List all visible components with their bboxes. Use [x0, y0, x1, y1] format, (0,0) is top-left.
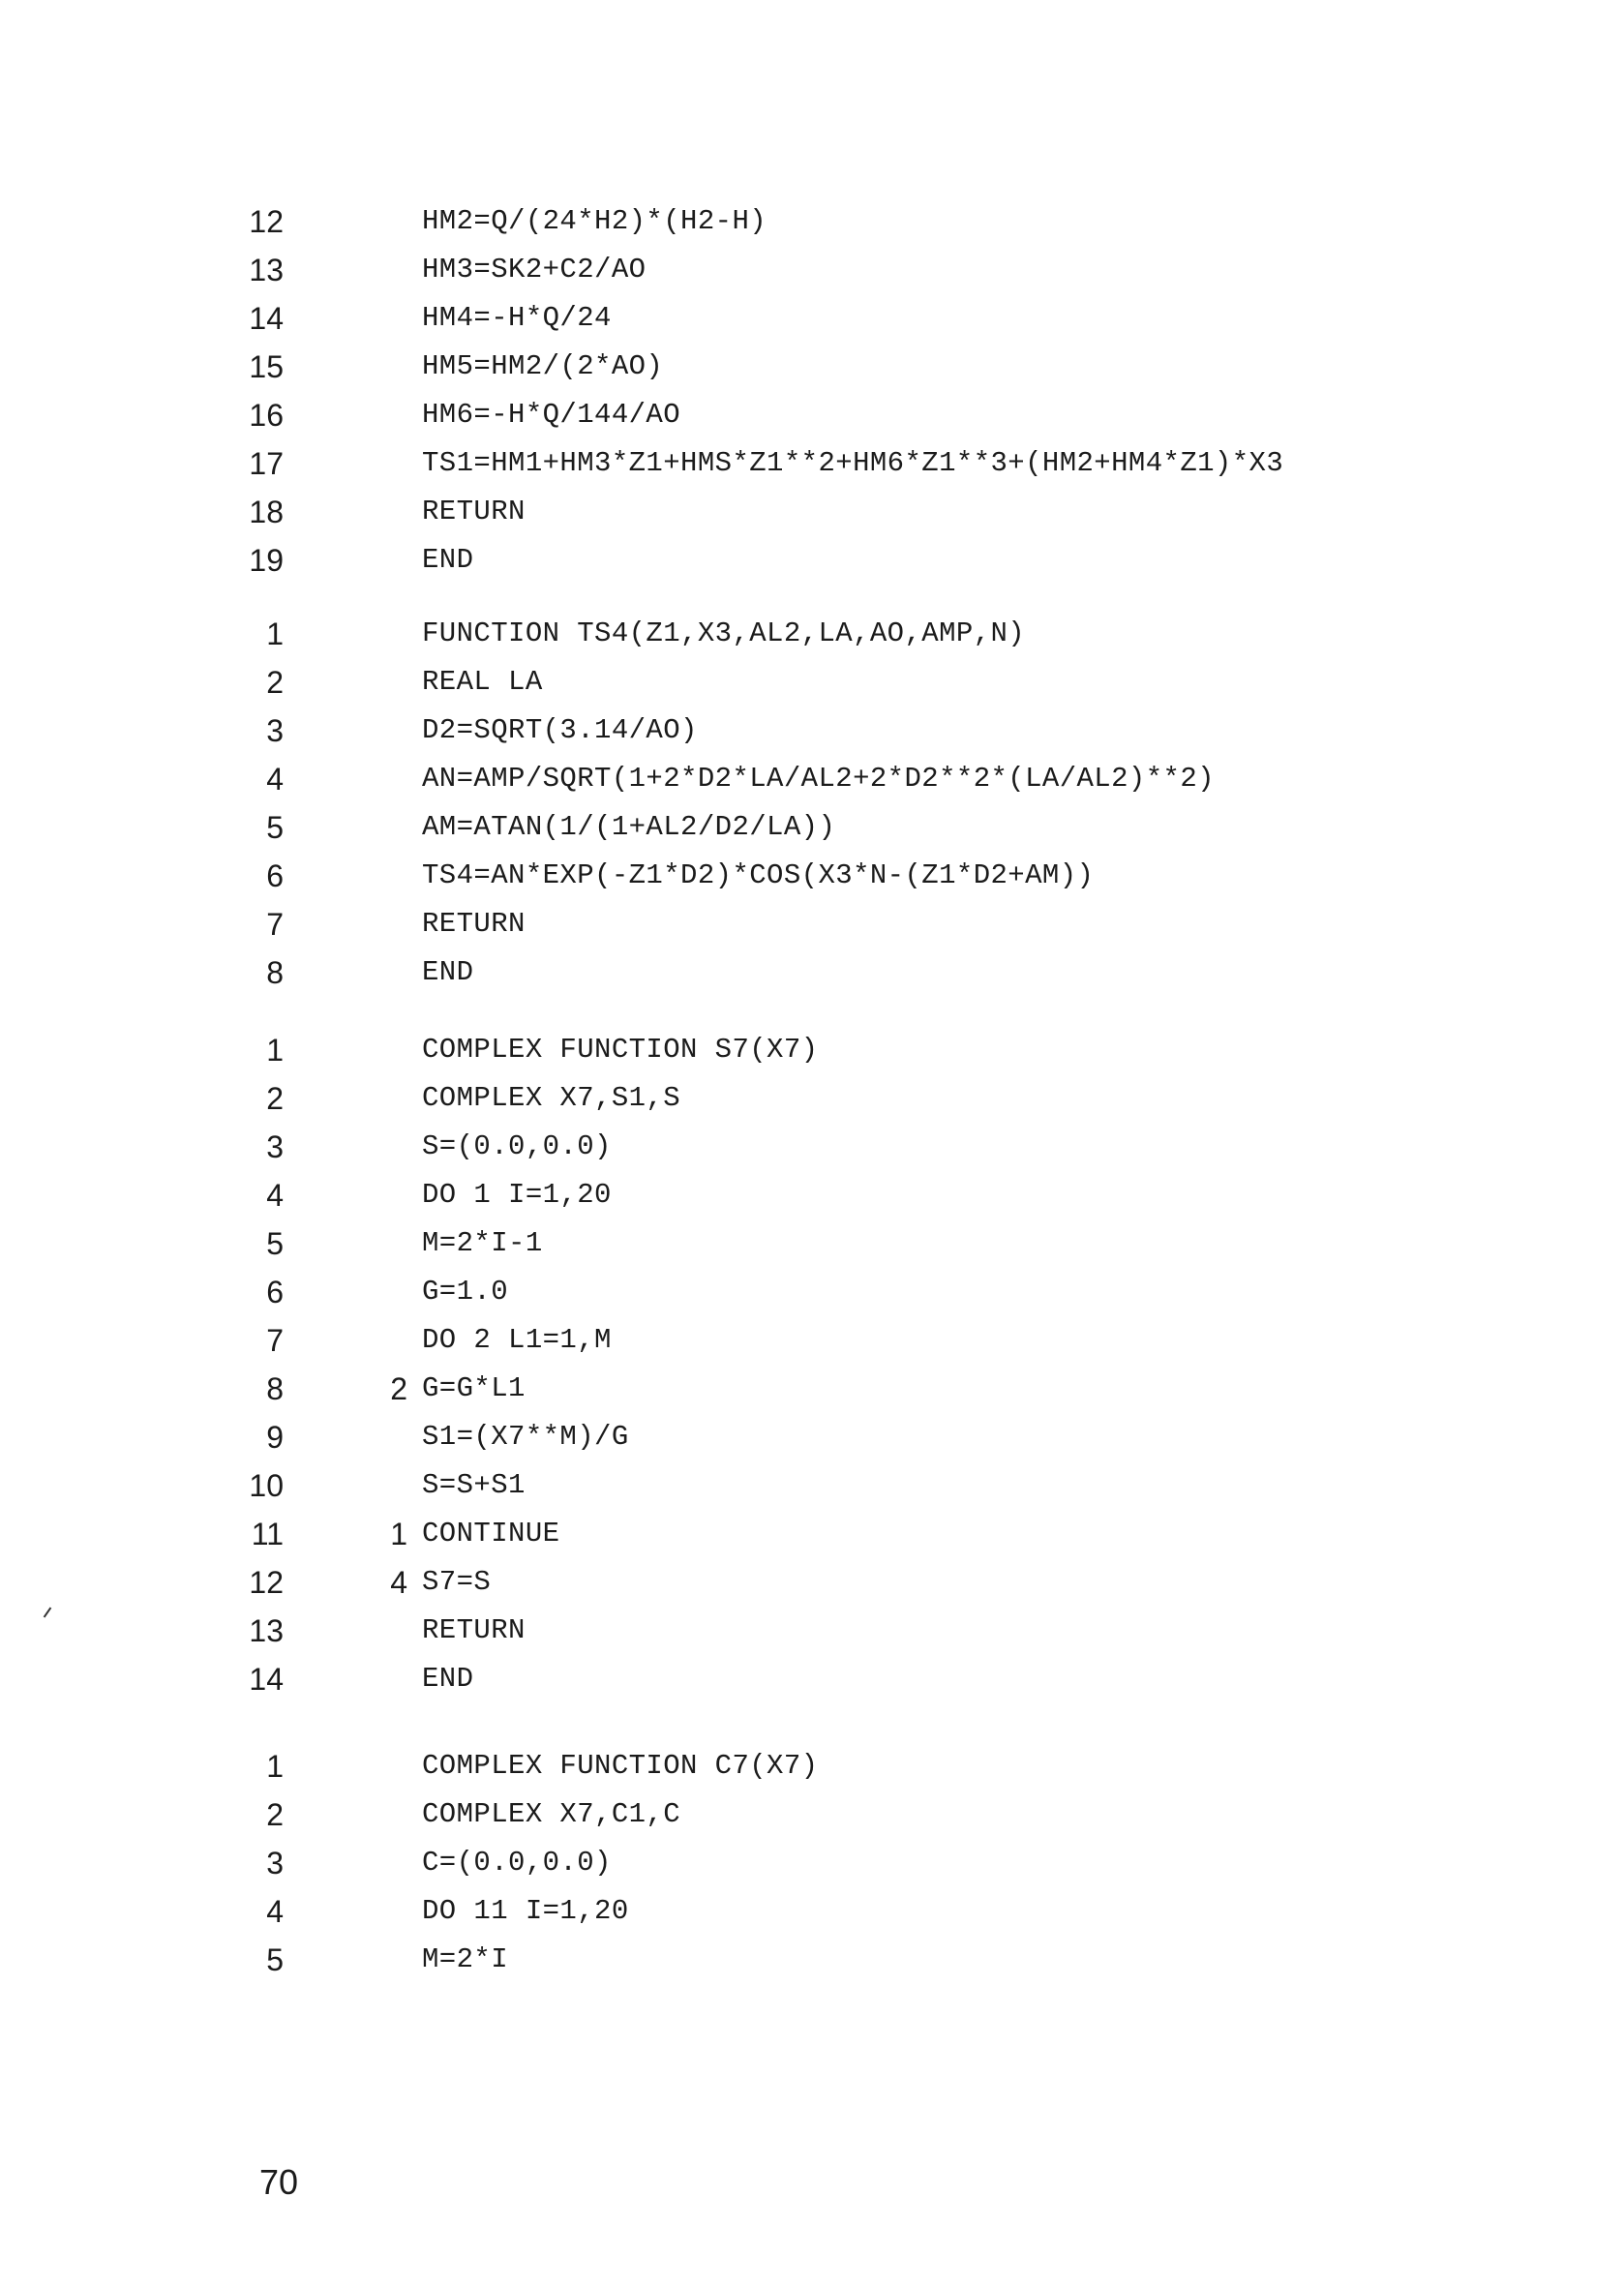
code-line [0, 852, 1624, 900]
code-statement: COMPLEX FUNCTION C7(X7) [422, 1750, 819, 1782]
code-line [0, 1074, 1624, 1123]
code-statement: RETURN [422, 1614, 526, 1646]
code-line [0, 1839, 1624, 1887]
code-line [0, 658, 1624, 707]
line-number: 18 [249, 495, 284, 529]
code-statement: D2=SQRT(3.14/AO) [422, 714, 698, 746]
code-statement: REAL LA [422, 666, 543, 698]
line-number: 7 [266, 1323, 284, 1358]
code-line [0, 707, 1624, 755]
line-number: 12 [249, 1565, 284, 1600]
code-line [0, 1607, 1624, 1655]
code-line [0, 755, 1624, 803]
line-number: 12 [249, 204, 284, 239]
statement-label: 1 [390, 1517, 407, 1551]
code-line [0, 1655, 1624, 1703]
code-line [0, 536, 1624, 585]
code-line [0, 1123, 1624, 1171]
code-line [0, 1461, 1624, 1510]
line-number: 5 [266, 1226, 284, 1261]
line-number: 4 [266, 1178, 284, 1213]
code-statement: COMPLEX FUNCTION S7(X7) [422, 1034, 819, 1066]
code-statement: S7=S [422, 1566, 492, 1598]
code-statement: HM2=Q/(24*H2)*(H2-H) [422, 205, 767, 237]
page-number: 70 [259, 2162, 299, 2202]
code-line [0, 803, 1624, 852]
code-line [0, 1887, 1624, 1936]
code-line [0, 439, 1624, 488]
line-number: 11 [251, 1517, 284, 1551]
code-statement: TS4=AN*EXP(-Z1*D2)*COS(X3*N-(Z1*D2+AM)) [422, 859, 1095, 891]
line-number: 13 [249, 1613, 284, 1648]
code-statement: M=2*I-1 [422, 1227, 543, 1259]
line-number: 2 [266, 1081, 284, 1116]
statement-label: 4 [390, 1565, 407, 1600]
code-statement: G=G*L1 [422, 1372, 526, 1404]
line-number: 8 [266, 1371, 284, 1406]
line-number: 4 [266, 1894, 284, 1929]
code-line [0, 948, 1624, 997]
code-line [0, 1413, 1624, 1461]
code-statement: HM4=-H*Q/24 [422, 302, 612, 334]
code-line [0, 246, 1624, 294]
code-statement: HM3=SK2+C2/AO [422, 254, 647, 286]
code-block [0, 610, 1624, 997]
line-number: 15 [249, 349, 284, 384]
code-line [0, 294, 1624, 343]
code-statement: TS1=HM1+HM3*Z1+HMS*Z1**2+HM6*Z1**3+(HM2+HM4*Z1)*X3 [422, 447, 1284, 479]
line-number: 9 [266, 1420, 284, 1455]
code-statement: END [422, 1663, 474, 1695]
code-line [0, 1742, 1624, 1790]
code-statement: DO 11 I=1,20 [422, 1895, 629, 1927]
line-number: 6 [266, 1275, 284, 1309]
line-number: 13 [249, 253, 284, 287]
code-block [0, 197, 1624, 585]
line-number: 5 [266, 1942, 284, 1977]
code-statement: FUNCTION TS4(Z1,X3,AL2,LA,AO,AMP,N) [422, 617, 1026, 649]
line-number: 3 [266, 713, 284, 748]
code-block [0, 1742, 1624, 1984]
code-line [0, 488, 1624, 536]
code-statement: HM5=HM2/(2*AO) [422, 350, 664, 382]
line-number: 2 [266, 665, 284, 700]
line-number: 5 [266, 810, 284, 845]
code-line [0, 1510, 1624, 1558]
code-line [0, 1558, 1624, 1607]
code-statement: DO 1 I=1,20 [422, 1179, 612, 1211]
line-number: 3 [266, 1129, 284, 1164]
code-line [0, 1171, 1624, 1219]
line-number: 16 [249, 398, 284, 433]
code-statement: HM6=-H*Q/144/AO [422, 399, 681, 431]
line-number: 6 [266, 858, 284, 893]
line-number: 2 [266, 1797, 284, 1832]
line-number: 1 [266, 617, 284, 651]
code-statement: S=S+S1 [422, 1469, 526, 1501]
line-number: 1 [266, 1033, 284, 1068]
code-line [0, 1790, 1624, 1839]
code-line [0, 1026, 1624, 1074]
code-block [0, 1026, 1624, 1703]
code-line [0, 1219, 1624, 1268]
code-line [0, 1316, 1624, 1365]
code-statement: RETURN [422, 496, 526, 527]
code-statement: CONTINUE [422, 1518, 560, 1550]
code-statement: END [422, 956, 474, 988]
statement-label: 2 [390, 1371, 407, 1406]
code-statement: C=(0.0,0.0) [422, 1847, 612, 1879]
code-line [0, 900, 1624, 948]
line-number: 14 [249, 1662, 284, 1697]
line-number: 8 [266, 955, 284, 990]
code-statement: RETURN [422, 908, 526, 940]
code-line [0, 1268, 1624, 1316]
line-number: 14 [249, 301, 284, 336]
line-number: 4 [266, 762, 284, 797]
code-statement: COMPLEX X7,S1,S [422, 1082, 681, 1114]
line-number: 17 [249, 446, 284, 481]
code-line [0, 391, 1624, 439]
code-statement: S=(0.0,0.0) [422, 1130, 612, 1162]
code-statement: DO 2 L1=1,M [422, 1324, 612, 1356]
code-line [0, 1365, 1624, 1413]
line-number: 10 [249, 1468, 284, 1503]
code-statement: COMPLEX X7,C1,C [422, 1798, 681, 1830]
code-line [0, 197, 1624, 246]
code-line [0, 1936, 1624, 1984]
line-number: 19 [249, 543, 284, 578]
line-number: 7 [266, 907, 284, 942]
code-statement: END [422, 544, 474, 576]
code-statement: S1=(X7**M)/G [422, 1421, 629, 1453]
code-statement: M=2*I [422, 1943, 509, 1975]
line-number: 3 [266, 1846, 284, 1881]
code-statement: G=1.0 [422, 1276, 509, 1308]
line-number: 1 [266, 1749, 284, 1784]
code-statement: AN=AMP/SQRT(1+2*D2*LA/AL2+2*D2**2*(LA/AL2)**2) [422, 763, 1215, 795]
code-statement: AM=ATAN(1/(1+AL2/D2/LA)) [422, 811, 836, 843]
code-line [0, 610, 1624, 658]
code-line [0, 343, 1624, 391]
